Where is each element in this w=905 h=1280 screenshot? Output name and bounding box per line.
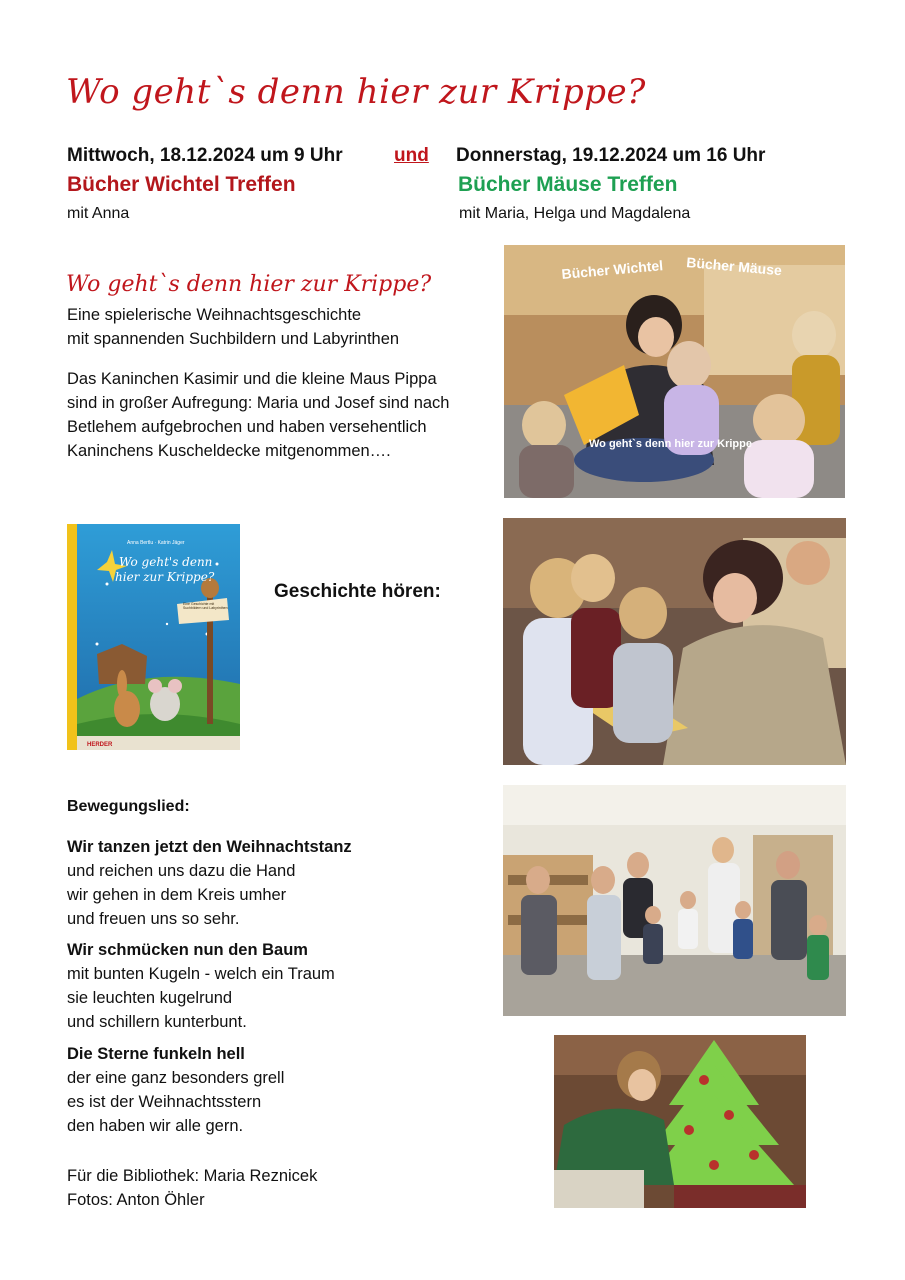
verse-line: der eine ganz besonders grell <box>67 1069 285 1087</box>
song-verse <box>67 1042 284 1138</box>
event-left-date: Mittwoch, 18.12.2024 um 9 Uhr <box>67 145 343 166</box>
song-heading: Bewegungslied: <box>67 798 190 815</box>
story-summary-line: Das Kaninchen Kasimir und die kleine Maus Pippa <box>67 370 437 388</box>
verse-line: den haben wir alle gern. <box>67 1117 244 1135</box>
event-left-with: mit Anna <box>67 205 130 222</box>
photo-dance <box>503 785 846 1016</box>
event-right-group: Bücher Mäuse Treffen <box>458 173 678 196</box>
verse-line: wir gehen in dem Kreis umher <box>67 886 287 904</box>
song-verse <box>67 835 352 931</box>
listen-label: Geschichte hören: <box>274 581 441 602</box>
book-title-line1: Wo geht's denn <box>119 555 213 569</box>
story-summary-line: Betlehem aufgebrochen und haben versehentlich <box>67 418 427 436</box>
story-summary <box>67 367 449 463</box>
verse-line: sie leuchten kugelrund <box>67 989 233 1007</box>
verse-line: es ist der Weihnachtsstern <box>67 1093 262 1111</box>
verse-line: und reichen uns dazu die Hand <box>67 862 296 880</box>
song-verse <box>67 938 335 1034</box>
event-left-group: Bücher Wichtel Treffen <box>67 173 296 196</box>
photo-caption-bottom: Wo geht`s denn hier zur Krippe <box>589 438 752 450</box>
credits <box>67 1164 317 1212</box>
photo-christmas-tree <box>554 1035 806 1208</box>
book-publisher: HERDER <box>87 742 113 748</box>
story-title: Wo geht`s denn hier zur Krippe? <box>66 272 432 297</box>
page-title: Wo geht`s denn hier zur Krippe? <box>66 72 646 112</box>
photo-caption-maeuse: Bücher Mäuse <box>685 254 783 279</box>
verse-first-line: Wir schmücken nun den Baum <box>67 941 308 959</box>
credit-photos: Fotos: Anton Öhler <box>67 1191 205 1209</box>
story-tagline-line: Eine spielerische Weihnachtsgeschichte <box>67 306 362 324</box>
verse-first-line: Wir tanzen jetzt den Weihnachtstanz <box>67 838 352 856</box>
event-right-with: mit Maria, Helga und Magdalena <box>459 205 691 222</box>
story-tagline-line: mit spannenden Suchbildern und Labyrinthen <box>67 330 400 348</box>
verse-first-line: Die Sterne funkeln hell <box>67 1045 245 1063</box>
photo-story-listening <box>503 518 846 765</box>
verse-line: und schillern kunterbunt. <box>67 1013 247 1031</box>
verse-line: und freuen uns so sehr. <box>67 910 240 928</box>
story-tagline <box>67 303 399 351</box>
photo-caption-wichtel: Bücher Wichtel <box>560 257 664 282</box>
book-title-line2: hier zur Krippe? <box>115 570 215 584</box>
verse-line: mit bunten Kugeln - welch ein Traum <box>67 965 335 983</box>
book-badge: Eine Geschichte mit Suchbildern und Labyrinthen <box>183 602 228 610</box>
credit-library: Für die Bibliothek: Maria Reznicek <box>67 1167 318 1185</box>
photo-reading-session <box>504 245 845 498</box>
story-summary-line: sind in großer Aufregung: Maria und Josef sind nach <box>67 394 450 412</box>
book-cover <box>67 524 240 750</box>
event-connector: und <box>394 145 429 166</box>
event-right-date: Donnerstag, 19.12.2024 um 16 Uhr <box>456 145 766 166</box>
story-summary-line: Kaninchens Kuscheldecke mitgenommen…. <box>67 442 391 460</box>
book-authors: Anna Bertlu · Katrin Jäger <box>127 540 185 546</box>
